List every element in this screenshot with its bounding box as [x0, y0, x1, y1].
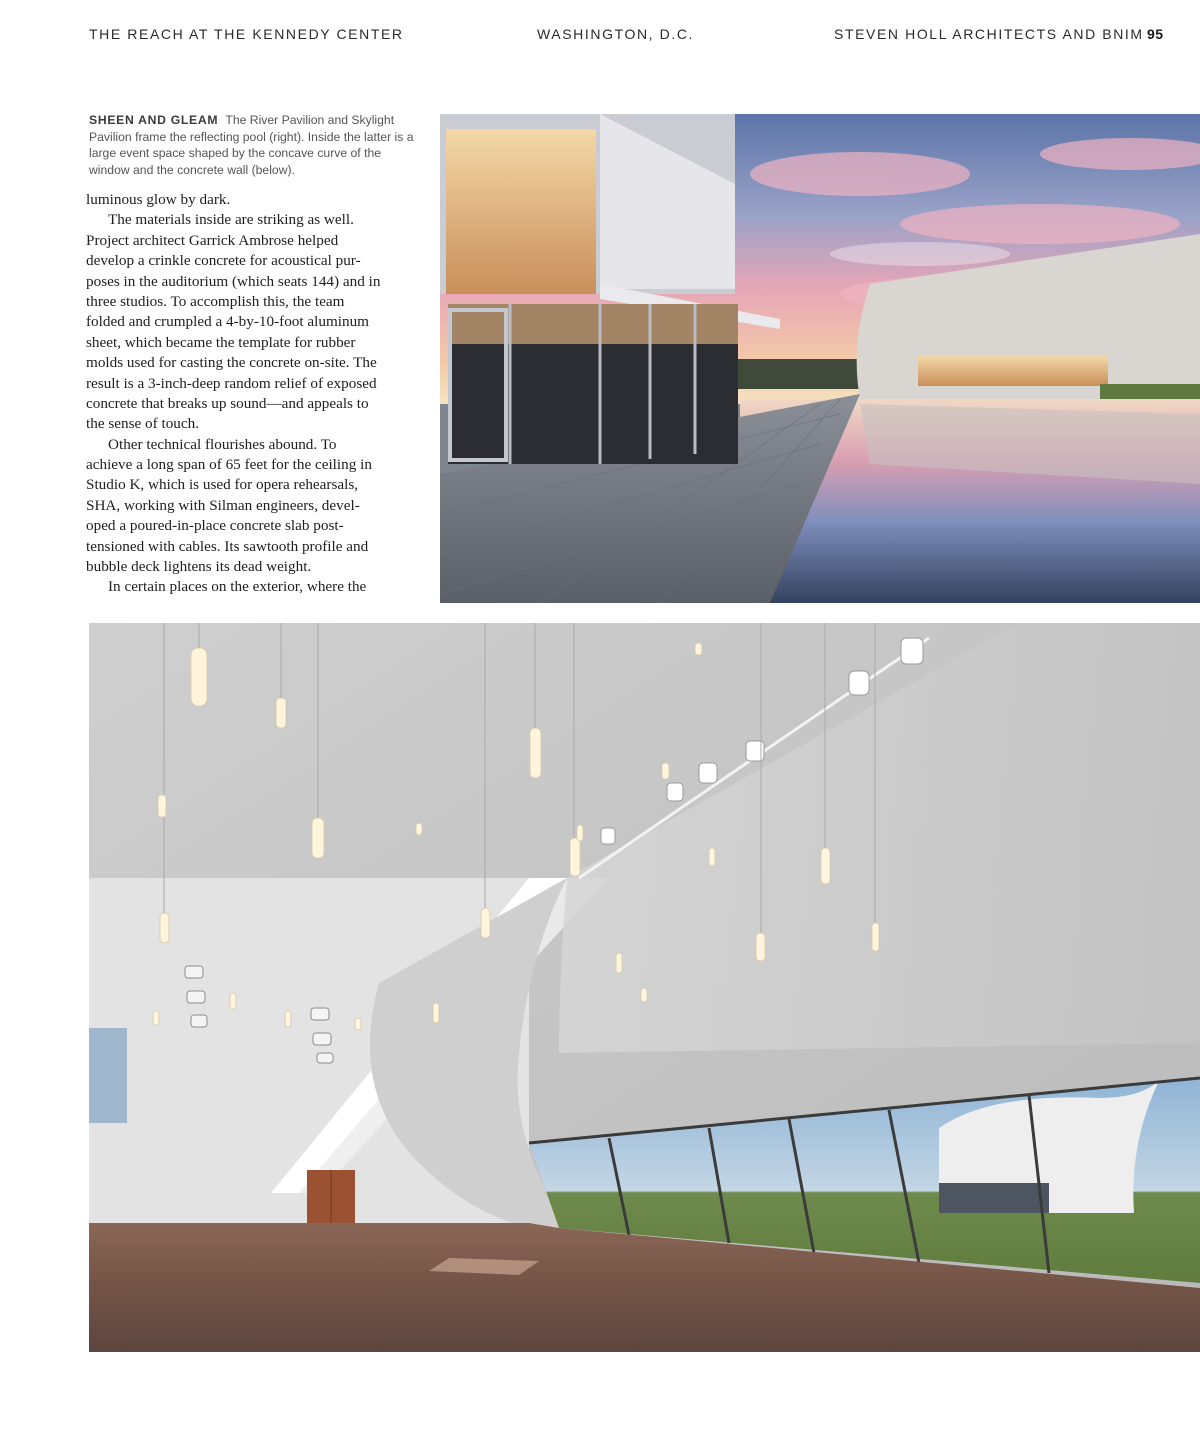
body-line: sheet, which became the template for rubber — [86, 333, 356, 351]
reflecting-pool-illustration — [440, 114, 1200, 603]
page-number: 95 — [1147, 26, 1164, 42]
body-line: The materials inside are striking as well. — [108, 211, 354, 229]
running-header — [0, 26, 1200, 46]
body-line: Studio K, which is used for opera rehearsals, — [86, 476, 359, 494]
body-line: Other technical flourishes abound. To — [108, 435, 337, 453]
header-publication-title: THE REACH AT THE KENNEDY CENTER — [89, 26, 404, 42]
event-space-illustration — [89, 623, 1200, 1352]
body-line: bubble deck lightens its dead weight. — [86, 558, 312, 576]
header-location: WASHINGTON, D.C. — [537, 26, 695, 42]
body-line: oped a poured-in-place concrete slab post- — [86, 517, 344, 535]
caption-text: The River Pavilion and Skylight Pavilion frame the reflecting pool (right). Inside the latter is a large event space shaped by the concave curve of the window and the concrete wall (below). — [89, 113, 414, 177]
body-line: luminous glow by dark. — [86, 191, 231, 208]
photo-event-space — [89, 623, 1200, 1352]
body-line: three studios. To accomplish this, the team — [86, 292, 345, 310]
body-line: result is a 3-inch-deep random relief of exposed — [86, 374, 377, 392]
body-line: SHA, working with Silman engineers, devel- — [86, 496, 360, 514]
caption-label: SHEEN AND GLEAM — [89, 113, 219, 127]
body-line: the sense of touch. — [86, 415, 200, 433]
body-line: folded and crumpled a 4-by-10-foot aluminum — [86, 313, 370, 331]
body-line: Project architect Garrick Ambrose helped — [86, 231, 339, 249]
header-architects: STEVEN HOLL ARCHITECTS AND BNIM — [834, 26, 1144, 42]
body-line: achieve a long span of 65 feet for the ceiling in — [86, 456, 372, 474]
body-line: poses in the auditorium (which seats 144) and in — [86, 272, 381, 290]
body-line: molds used for casting the concrete on-site. The — [86, 354, 377, 372]
body-line: tensioned with cables. Its sawtooth profile and — [86, 537, 369, 555]
body-line: In certain places on the exterior, where the — [108, 578, 367, 596]
photo-reflecting-pool — [440, 114, 1200, 603]
article-body — [86, 190, 424, 598]
body-line: develop a crinkle concrete for acoustical pur- — [86, 252, 361, 270]
photo-caption — [89, 112, 419, 178]
body-line: concrete that breaks up sound—and appeals to — [86, 394, 369, 412]
